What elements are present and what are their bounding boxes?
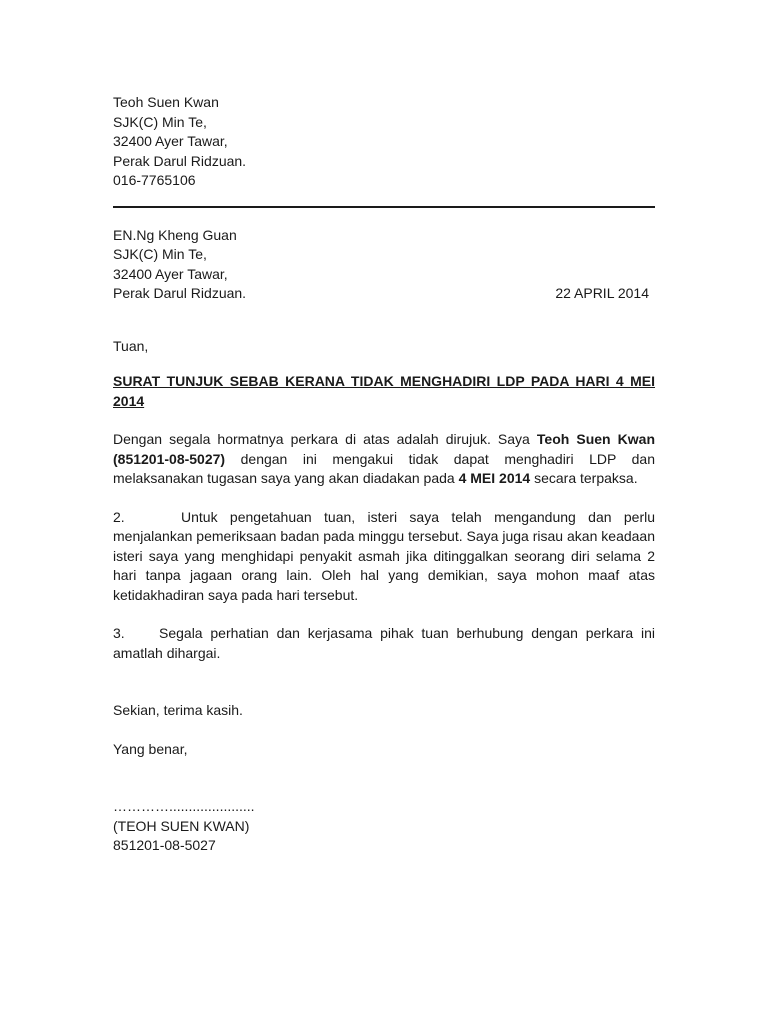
paragraph-1-part3: secara terpaksa.	[530, 470, 638, 486]
signature-name: (TEOH SUEN KWAN)	[113, 817, 250, 834]
paragraph-2	[113, 508, 655, 606]
paragraph-3	[113, 624, 655, 663]
header-divider	[113, 206, 655, 208]
paragraph-1-part2: dengan ini mengakui tidak dapat menghadiri LDP dan melaksanakan tugasan saya yang akan diadakan pada	[113, 450, 655, 486]
salutation: Tuan,	[113, 337, 149, 354]
letter-date: 22 APRIL 2014	[555, 285, 649, 301]
recipient-postcode-city: 32400 Ayer Tawar,	[113, 265, 228, 282]
letter-subject: SURAT TUNJUK SEBAB KERANA TIDAK MENGHADIRI LDP PADA HARI 4 MEI 2014	[113, 373, 655, 409]
paragraph-1-name: Teoh Suen Kwan	[536, 431, 655, 447]
sender-school: SJK(C) Min Te,	[113, 113, 207, 130]
paragraph-1-part1: Dengan segala hormatnya perkara di atas adalah dirujuk. Saya	[113, 431, 537, 447]
paragraph-3-number: 3.	[113, 625, 125, 641]
signature-ic: 851201-08-5027	[113, 837, 216, 853]
letter-page	[113, 93, 655, 856]
sender-phone: 016-7765106	[113, 172, 196, 188]
sender-address	[113, 93, 655, 191]
recipient-school: SJK(C) Min Te,	[113, 246, 207, 262]
recipient-address	[113, 226, 655, 304]
sender-state: Perak Darul Ridzuan.	[113, 152, 247, 169]
paragraph-2-number: 2.	[113, 508, 125, 525]
signature-line: …………......................	[113, 798, 255, 814]
yang-benar: Yang benar,	[113, 740, 188, 757]
recipient-state: Perak Darul Ridzuan.	[113, 285, 247, 301]
recipient-name: EN.Ng Kheng Guan	[113, 226, 237, 243]
closing-remark: Sekian, terima kasih.	[113, 702, 243, 718]
recipient-state-date-row	[113, 284, 655, 304]
sender-postcode-city: 32400 Ayer Tawar,	[113, 133, 228, 149]
paragraph-1-date: 4 MEI 2014	[458, 470, 531, 486]
sender-name: Teoh Suen Kwan	[113, 94, 219, 110]
paragraph-2-text: Untuk pengetahuan tuan, isteri saya telah mengandung dan perlu menjalankan pemeriksaan badan pada minggu tersebut. Saya juga risau akan keadaan isteri saya yang menghidapi penyakit asmah jika ditinggalkan seorang diri selama 2 hari tanpa jagaan orang lain. Oleh hal yang demikian, saya mohon maaf atas ketidakhadiran saya pada hari tersebut.	[113, 508, 655, 603]
paragraph-1-ic: (851201-08-5027)	[113, 450, 226, 467]
paragraph-3-text: Segala perhatian dan kerjasama pihak tuan berhubung dengan perkara ini amatlah dihargai.	[113, 625, 655, 661]
paragraph-1	[113, 430, 655, 489]
